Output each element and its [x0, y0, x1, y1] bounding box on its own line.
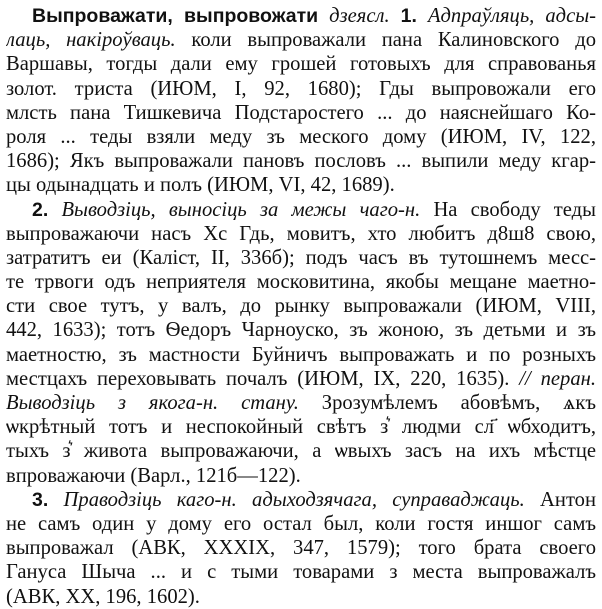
entry-line: маетностю, зъ мастности Буйничъ выпроважать и по розныхъ — [6, 343, 596, 366]
entry-line: роля ... теды взяли меду зъ меского дому (ИЮМ, IV, 122, — [6, 125, 596, 148]
entry-line — [6, 198, 596, 222]
entry-line: Гануса Шыча ... и с тыми товарами з места выпроважалъ — [6, 561, 596, 584]
entry-line: (АВК, XX, 196, 1602). — [6, 585, 200, 608]
transfer-label: перан. — [540, 367, 596, 390]
entry-line: затратитъ еи (Каліст, II, 336б); подъ часъ въ тутошнемъ месс- — [6, 246, 596, 269]
citation-text: На свободу теды — [420, 198, 596, 221]
entry-line — [6, 391, 596, 415]
sense-number: 1. — [400, 5, 417, 27]
sense-gloss: Выводзіць, выносіць за межы чаго-н. — [61, 198, 421, 221]
entry-line: золот. триста (ИЮМ, I, 92, 1680); Гды выпровожали его — [6, 77, 596, 100]
sense-gloss: лаць, накіроўваць. — [6, 29, 176, 52]
entry-line: млсть пана Тишкевича Подстаростего ... до наяснейшаго Ко- — [6, 101, 596, 124]
citation-text: местцахъ переховывать почалъ (ИЮМ, IX, 220, 1635). — [6, 367, 510, 390]
citation-text: Зрозумѣлемъ абовѣмъ, ѧкъ — [298, 392, 596, 414]
entry-line: не самъ один у дому его остал был, коли гостя иншог самъ — [6, 512, 596, 535]
transfer-marker: // — [519, 367, 531, 390]
entry-line: впроважаючи (Варл., 121б—122). — [6, 464, 301, 487]
entry-line: сти свое тутъ, у валъ, до рынку выпроважали (ИЮМ, VIII, — [6, 295, 596, 318]
sense-number: 2. — [32, 198, 49, 221]
entry-line — [6, 28, 596, 52]
part-of-speech: дзеясл. — [329, 5, 390, 27]
citation-text: коли выпроважали пана Калиновского до — [175, 29, 596, 52]
sense-gloss: Праводзіць каго-н. адыходзячага, суправаджаць. — [63, 488, 525, 511]
entry-line — [6, 367, 596, 391]
entry-line: цы одынадцать и полъ (ИЮМ, VI, 42, 1689). — [6, 174, 395, 197]
entry-line: 1686); Якъ выпроважали пановъ пословъ ... выпили меду кгар- — [6, 150, 596, 173]
entry-line: ѡкрѣтный тотъ и неспокойный свѣтъ з͛ людми сл҃ ѡбходитъ, — [6, 416, 596, 439]
entry-line: 442, 1633); тотъ Ѳедоръ Чарноуско, зъ жоною, зъ детьми и зъ — [6, 319, 596, 342]
entry-line — [6, 488, 596, 512]
entry-line: Варшавы, тогды дали ему грошей готовыхъ для справованья — [6, 53, 596, 76]
entry-line: те трвоги одъ неприятеля московитина, якобы мещане маетно- — [6, 271, 596, 294]
entry-line: выпроважаючи насъ Хс Гдь, мовитъ, хто любитъ д8ш8 свою, — [6, 222, 596, 245]
headword: Выпроважати, выпровожати — [32, 5, 319, 27]
citation-text: Антон — [524, 488, 596, 511]
sense-number: 3. — [32, 488, 49, 511]
entry-line: выпроважал (АВК, XXXIX, 347, 1579); того брата своего — [6, 537, 596, 560]
entry-line — [6, 4, 596, 28]
entry-line: тыхъ з͛ живота выпроважаючи, а ѡвыхъ засъ на ихъ мѣстце — [6, 440, 596, 463]
sense-gloss: Адпраўляць, адсы- — [427, 5, 596, 27]
sense-gloss: Выводзіць з якога-н. стану. — [6, 392, 299, 414]
